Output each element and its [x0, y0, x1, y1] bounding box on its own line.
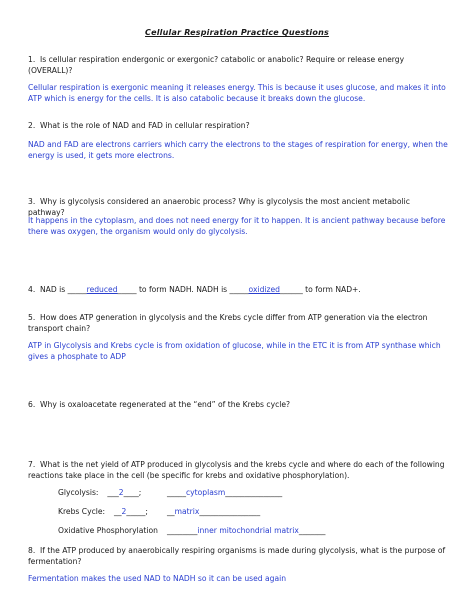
blank: ________: [167, 526, 198, 535]
question-number: 1.: [28, 55, 36, 64]
question-4: [28, 284, 448, 295]
question-text-continued: transport chain?: [28, 324, 91, 333]
question-text: Is cellular respiration endergonic or exergonic? catabolic or anabolic? Require or release energy: [40, 55, 405, 64]
blank: _____: [167, 488, 186, 497]
blank: __: [167, 507, 175, 516]
answer-line: It happens in the cytoplasm, and does not need energy for it to happen. It is ancient pathway because before: [28, 216, 446, 225]
blank: ____;: [123, 488, 142, 497]
answer-3: [28, 215, 448, 237]
location-answer: inner mitochondrial matrix: [197, 526, 299, 535]
oxphos-location: [167, 525, 325, 536]
blank: ________________: [199, 507, 261, 516]
glycolysis-location: [167, 487, 282, 498]
atp-yield: 2: [121, 507, 127, 516]
answer-8: [28, 573, 448, 584]
question-number: 2.: [28, 121, 36, 130]
blank: _______: [298, 526, 326, 535]
question-number: 8.: [28, 546, 36, 555]
question-6: [28, 399, 448, 410]
glycolysis-row: [58, 487, 141, 498]
row-label: Oxidative Phosphorylation: [58, 526, 158, 535]
question-number: 4.: [28, 285, 36, 294]
question-text: Why is glycolysis considered an anaerobic process? Why is glycolysis the most ancient metabolic pathway?: [28, 197, 410, 217]
question-text: What is the role of NAD and FAD in cellular respiration?: [40, 121, 250, 130]
question-text: Why is oxaloacetate regenerated at the “end” of the Krebs cycle?: [40, 400, 291, 409]
atp-yield: 2: [118, 488, 124, 497]
question-number: 6.: [28, 400, 36, 409]
krebs-row: [58, 506, 148, 517]
question-2: [28, 120, 448, 131]
question-number: 5.: [28, 313, 36, 322]
question-8: [28, 545, 448, 567]
location-answer: matrix: [174, 507, 200, 516]
blank: __: [113, 507, 122, 516]
question-number: 7.: [28, 460, 36, 469]
fill-in-answer: oxidized: [248, 285, 280, 294]
row-label: Krebs Cycle:: [58, 507, 106, 516]
question-text: What is the net yield of ATP produced in glycolysis and the krebs cycle and where do each of the following: [40, 460, 445, 469]
answer-1: [28, 82, 448, 104]
answer-line: Cellular respiration is exergonic meaning it releases energy. This is because it uses glucose, and makes it into: [28, 83, 446, 92]
answer-line: ATP in Glycolysis and Krebs cycle is from oxidation of glucose, while in the ETC it is from ATP synthase which: [28, 341, 441, 350]
blank: _______________: [225, 488, 283, 497]
answer-line: Fermentation makes the used NAD to NADH so it can be used again: [28, 574, 287, 583]
question-text-continued: fermentation?: [28, 557, 82, 566]
location-answer: cytoplasm: [185, 488, 226, 497]
row-label: Glycolysis:: [58, 488, 99, 497]
question-text: NAD is _____: [40, 285, 87, 294]
question-text: How does ATP generation in glycolysis and the Krebs cycle differ from ATP generation via the electron: [40, 313, 428, 322]
page-title: Cellular Respiration Practice Questions: [145, 28, 329, 37]
question-7: [28, 459, 448, 481]
answer-line: there was oxygen, the organism would only do glycolysis.: [28, 227, 248, 236]
question-text-continued: (OVERALL)?: [28, 66, 73, 75]
answer-line: NAD and FAD are electrons carriers which carry the electrons to the stages of respiration for energy, when the: [28, 140, 448, 149]
oxphos-row: [58, 525, 158, 536]
blank: _____;: [126, 507, 148, 516]
question-1: [28, 54, 448, 76]
question-text-continued: reactions take place in the cell (be specific for krebs and oxidative phosphorylation).: [28, 471, 350, 480]
question-text: If the ATP produced by anaerobically respiring organisms is made during glycolysis, what is the purpose of: [40, 546, 446, 555]
answer-line: ATP which is energy for the cells. It is also catabolic because it breaks down the glucose.: [28, 94, 366, 103]
krebs-location: [167, 506, 260, 517]
answer-5: [28, 340, 448, 362]
blank: ___: [107, 488, 119, 497]
question-5: [28, 312, 448, 334]
answer-line: energy is used, it gets more electrons.: [28, 151, 175, 160]
question-number: 3.: [28, 197, 36, 206]
answer-2: [28, 139, 448, 161]
fill-in-answer: reduced: [86, 285, 118, 294]
question-text: _____ to form NADH. NADH is _____: [117, 285, 249, 294]
answer-line: gives a phosphate to ADP: [28, 352, 126, 361]
question-text: ______ to form NAD+.: [279, 285, 361, 294]
